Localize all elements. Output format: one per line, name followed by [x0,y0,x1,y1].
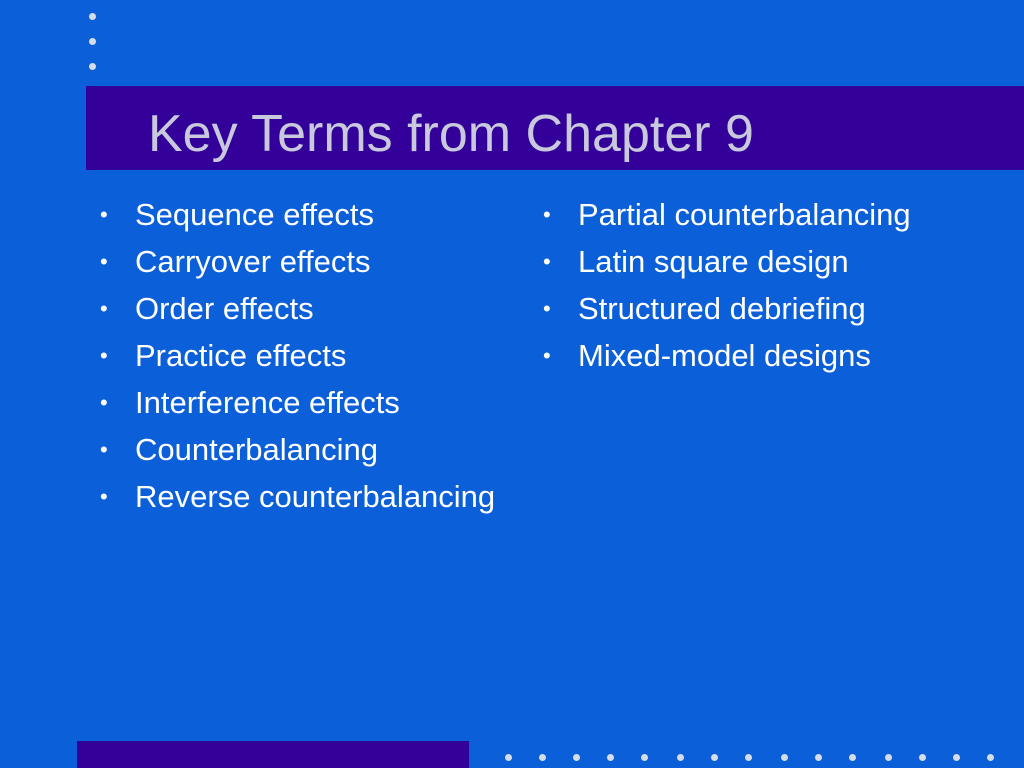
decorative-dot [953,754,960,761]
list-item [100,385,500,420]
decorative-dot [885,754,892,761]
bullet-icon: • [100,343,108,368]
decorative-dot [89,38,96,45]
decorative-dot [781,754,788,761]
decorative-dot [573,754,580,761]
decorative-dot [505,754,512,761]
bullet-icon: • [100,437,108,462]
term-text: Order effects [135,291,314,326]
term-text: Mixed-model designs [578,338,871,373]
list-item [100,479,500,514]
bottom-accent-bar [77,741,469,768]
decorative-dot [711,754,718,761]
list-item [543,338,963,373]
right-term-list [543,197,963,385]
term-text: Sequence effects [135,197,374,232]
decorative-dot [641,754,648,761]
term-text: Latin square design [578,244,849,279]
decorative-dot [919,754,926,761]
bullet-icon: • [543,343,551,368]
bullet-icon: • [543,296,551,321]
bullet-icon: • [100,202,108,227]
term-text: Practice effects [135,338,347,373]
term-text: Partial counterbalancing [578,197,911,232]
decorative-dot [539,754,546,761]
term-text: Counterbalancing [135,432,379,467]
decorative-dot [89,13,96,20]
term-text: Interference effects [135,385,400,420]
slide-title: Key Terms from Chapter 9 [148,105,754,163]
list-item [100,291,500,326]
bullet-icon: • [100,249,108,274]
list-item [543,244,963,279]
bullet-icon: • [543,249,551,274]
decorative-dots-horizontal [505,754,1005,762]
decorative-dot [815,754,822,761]
term-text: Reverse counterbalancing [135,479,496,514]
list-item [100,197,500,232]
decorative-dot [987,754,994,761]
decorative-dot [89,63,96,70]
list-item [100,432,500,467]
decorative-dots-vertical [89,13,97,73]
decorative-dot [607,754,614,761]
decorative-dot [677,754,684,761]
decorative-dot [745,754,752,761]
bullet-icon: • [100,484,108,509]
list-item [543,291,963,326]
term-text: Structured debriefing [578,291,866,326]
list-item [100,244,500,279]
decorative-dot [849,754,856,761]
bullet-icon: • [543,202,551,227]
bullet-icon: • [100,390,108,415]
term-text: Carryover effects [135,244,371,279]
list-item [100,338,500,373]
left-term-list [100,197,500,526]
bullet-icon: • [100,296,108,321]
list-item [543,197,963,232]
